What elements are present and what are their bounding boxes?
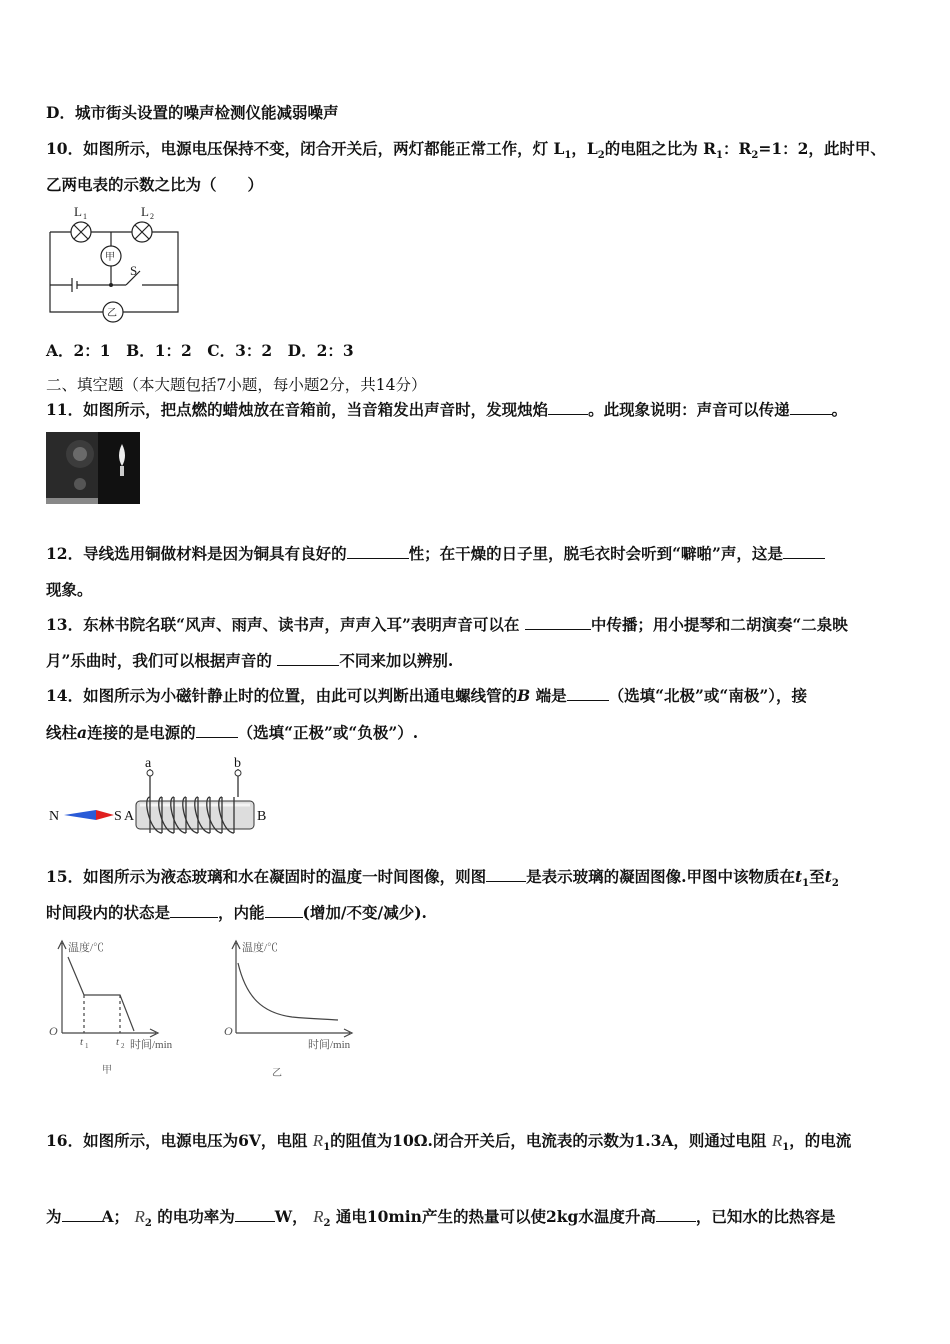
svg-text:O: O [224, 1024, 233, 1038]
q13-line1: 13．东林书院名联“风声、雨声、读书声，声声入耳”表明声音可以在 中传播；用小提琴和二胡演奏“二泉映 [46, 615, 848, 634]
q13-line2: 月”乐曲时，我们可以根据声音的 不同来加以辨别. [46, 651, 454, 670]
q16-line1: 16．如图所示，电源电压为6V，电阻 $R_1$的阻值为10Ω.闭合开关后，电流表的示数为1.3A，则通过电阻 $R_1$，的电流 [46, 1131, 852, 1154]
needle-s-label: S [114, 809, 122, 824]
q10-circuit-diagram [44, 200, 184, 326]
x-axis-label: 时间/min [130, 1039, 173, 1051]
section-2-heading: 二、填空题（本大题包括7小题，每小题2分，共14分） [46, 376, 427, 394]
svg-text:时间/min: 时间/min [308, 1039, 351, 1051]
needle-n-label: N [49, 809, 60, 824]
q10-line1: 10．如图所示，电源电压保持不变，闭合开关后，两灯都能正常工作，灯 $L_1$，$L_2$的电阻之比为 $R_1$：$R_2=1$：2，此时甲、 [46, 139, 886, 162]
q11-photo-speaker-candle [46, 432, 140, 504]
label-s: S [130, 263, 138, 278]
svg-text:t: t [116, 1036, 120, 1048]
graph-jia-label: 甲 [102, 1065, 112, 1076]
end-b-label: B [257, 809, 267, 824]
q14-line1: 14．如图所示为小磁针静止时的位置，由此可以判断出通电螺线管的B 端是 （选填“北极”或“南极”），接 [46, 686, 808, 705]
q16-line2: 为 A； $R_2$ 的电功率为 W， $R_2$ 通电10min产生的热量可以使2kg水温度升高 ，已知水的比热容是 [46, 1207, 836, 1230]
label-l1: L [74, 204, 82, 219]
q15-line2: 时间段内的状态是 ，内能 (增加/不变/减少). [46, 903, 427, 922]
q10-options: A．2：1 B．1：2 C．3：2 D．2：3 [46, 341, 354, 360]
svg-text:2: 2 [150, 212, 154, 221]
terminal-b-label: b [234, 756, 241, 771]
q14-line2: 线柱a连接的是电源的 （选填“正极”或“负极”）. [46, 723, 419, 742]
svg-text:1: 1 [83, 212, 87, 221]
q15-graph-jia [44, 935, 194, 1080]
q15-graph-yi [222, 935, 372, 1080]
label-l2: L [141, 204, 149, 219]
end-a-label: A [124, 809, 135, 824]
q9-option-d: D．城市街头设置的噪声检测仪能减弱噪声 [46, 103, 339, 122]
origin-label: O [49, 1024, 58, 1038]
terminal-a-label: a [145, 756, 152, 771]
graph-yi-label: 乙 [272, 1068, 282, 1079]
svg-text:1: 1 [85, 1042, 89, 1050]
svg-text:2: 2 [121, 1042, 125, 1050]
svg-text:t: t [80, 1036, 84, 1048]
q15-line1: 15．如图所示为液态玻璃和水在凝固时的温度一时间图像，则图 是表示玻璃的凝固图像.甲图中该物质在$t_1$至$t_2$ [46, 867, 839, 890]
q14-solenoid-diagram [44, 755, 274, 835]
y-axis-label: 温度/℃ [68, 942, 105, 954]
q11-line: 11．如图所示，把点燃的蜡烛放在音箱前，当音箱发出声音时，发现烛焰 。此现象说明：声音可以传递 。 [46, 400, 848, 419]
svg-text:温度/℃: 温度/℃ [242, 942, 279, 954]
q10-line2: 乙两电表的示数之比为（ ） [46, 175, 264, 194]
q12-line1: 12．导线选用铜做材料是因为铜具有良好的 性；在干燥的日子里，脱毛衣时会听到“噼啪”声，这是 [46, 544, 825, 564]
label-yi: 乙 [107, 308, 117, 319]
q12-line2: 现象。 [46, 580, 93, 599]
label-jia: 甲 [105, 252, 115, 263]
